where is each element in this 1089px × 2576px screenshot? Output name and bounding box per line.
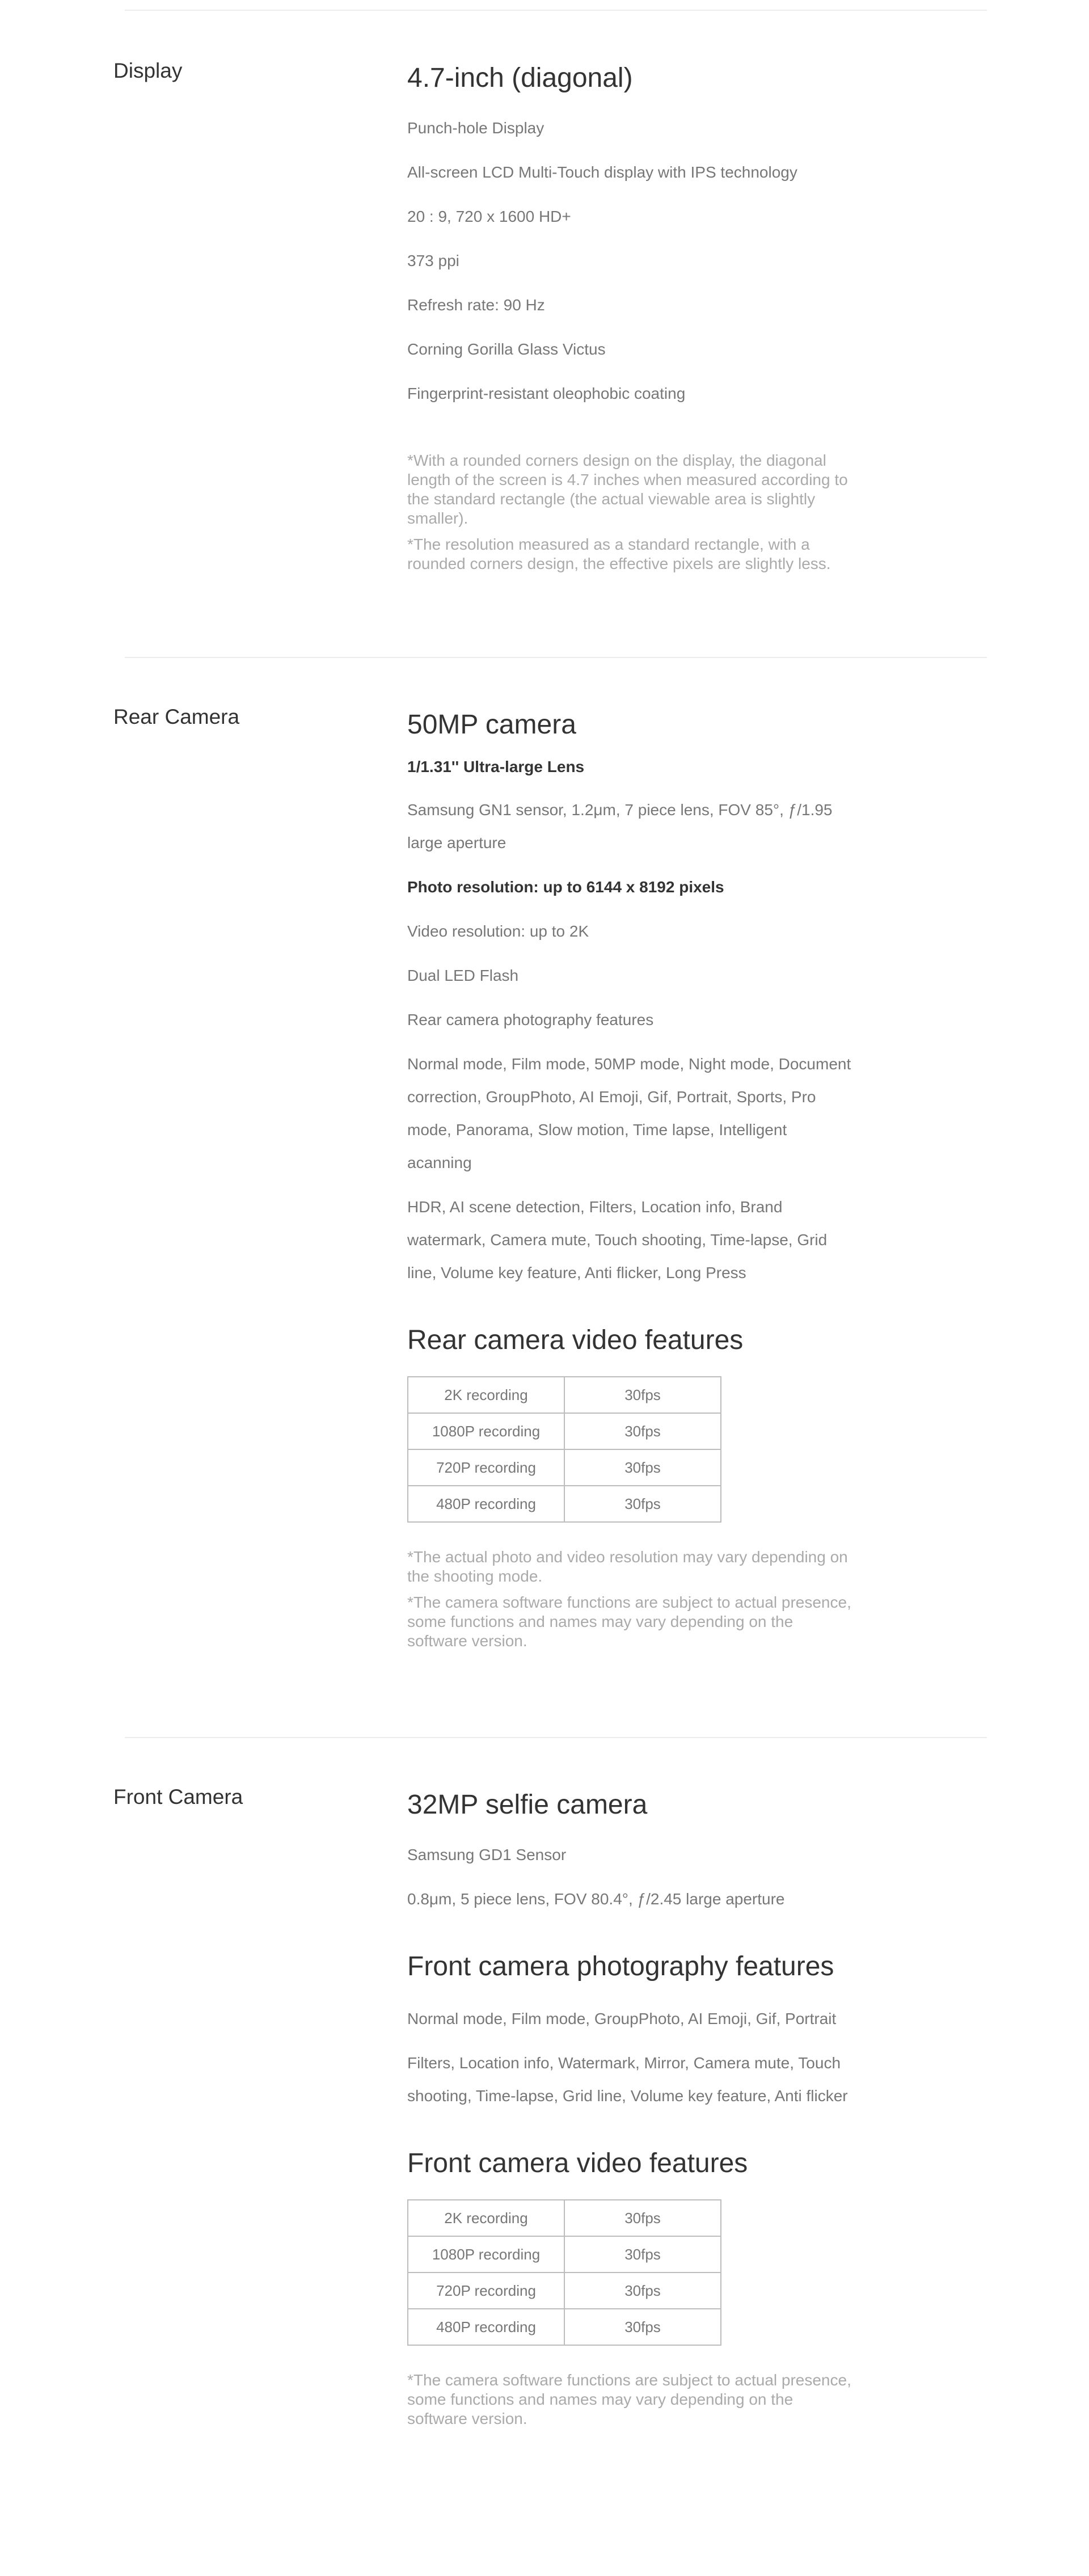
table-row bbox=[408, 2309, 721, 2345]
front-camera-video-title: Front camera video features bbox=[407, 2148, 748, 2178]
video-fps: 30fps bbox=[564, 2273, 721, 2309]
front-camera-video-table bbox=[407, 2199, 721, 2346]
table-row bbox=[408, 1413, 721, 1449]
video-fps: 30fps bbox=[564, 1486, 721, 1522]
display-note: *With a rounded corners design on the display, the diagonal length of the screen is 4.7 inches when measured according to the standard rectangle (the actual viewable area is slightly smaller). bbox=[407, 452, 848, 527]
rear-camera-flash: Dual LED Flash bbox=[407, 967, 519, 984]
display-spec: 20 : 9, 720 x 1600 HD+ bbox=[407, 208, 571, 225]
section-label-front-camera: Front Camera bbox=[113, 1785, 243, 1808]
front-camera-specs bbox=[407, 1788, 855, 2435]
display-spec: Fingerprint-resistant oleophobic coating bbox=[407, 385, 686, 402]
video-format: 1080P recording bbox=[408, 2236, 564, 2273]
rear-camera-video-table bbox=[407, 1376, 721, 1523]
video-format: 2K recording bbox=[408, 1377, 564, 1413]
section-label-rear-camera: Rear Camera bbox=[113, 705, 240, 728]
front-camera-heading: 32MP selfie camera bbox=[407, 1790, 648, 1820]
display-spec: Punch-hole Display bbox=[407, 119, 544, 137]
rear-camera-video-resolution: Video resolution: up to 2K bbox=[407, 922, 589, 940]
front-camera-note: *The camera software functions are subject to actual presence, some functions and names may vary depending on the software version. bbox=[407, 2371, 851, 2427]
rear-camera-note: *The actual photo and video resolution may vary depending on the shooting mode. bbox=[407, 1548, 848, 1585]
display-spec: 373 ppi bbox=[407, 252, 459, 269]
rear-camera-modes: Normal mode, Film mode, 50MP mode, Night mode, Document correction, GroupPhoto, AI Emoji, Gif, Portrait, Sports, Pro mode, Panorama, Slow motion, Time lapse, Intelligent acanning bbox=[407, 1055, 851, 1171]
display-spec: All-screen LCD Multi-Touch display with IPS technology bbox=[407, 163, 797, 181]
front-camera-lens: 0.8μm, 5 piece lens, FOV 80.4°, ƒ/2.45 large aperture bbox=[407, 1890, 785, 1908]
display-specs bbox=[407, 61, 855, 580]
video-fps: 30fps bbox=[564, 1449, 721, 1486]
display-heading: 4.7-inch (diagonal) bbox=[407, 63, 633, 93]
video-fps: 30fps bbox=[564, 2309, 721, 2345]
video-fps: 30fps bbox=[564, 2236, 721, 2273]
section-label-display: Display bbox=[113, 59, 183, 82]
video-fps: 30fps bbox=[564, 1413, 721, 1449]
video-format: 720P recording bbox=[408, 1449, 564, 1486]
table-row bbox=[408, 1449, 721, 1486]
rear-camera-extras: HDR, AI scene detection, Filters, Location info, Brand watermark, Camera mute, Touch shooting, Time-lapse, Grid line, Volume key feature, Anti flicker, Long Press bbox=[407, 1198, 828, 1281]
table-row bbox=[408, 2236, 721, 2273]
front-camera-extras: Filters, Location info, Watermark, Mirror, Camera mute, Touch shooting, Time-lapse, Grid line, Volume key feature, Anti flicker bbox=[407, 2054, 848, 2105]
front-camera-modes: Normal mode, Film mode, GroupPhoto, AI Emoji, Gif, Portrait bbox=[407, 2010, 837, 2027]
video-format: 480P recording bbox=[408, 2309, 564, 2345]
table-row bbox=[408, 1377, 721, 1413]
front-camera-divider bbox=[125, 1737, 987, 1738]
table-row bbox=[408, 2273, 721, 2309]
rear-camera-photo-features-title: Rear camera photography features bbox=[407, 1011, 654, 1028]
front-camera-photo-features-title: Front camera photography features bbox=[407, 1951, 834, 1981]
video-fps: 30fps bbox=[564, 2200, 721, 2236]
display-spec: Refresh rate: 90 Hz bbox=[407, 296, 545, 314]
rear-camera-lens: 1/1.31'' Ultra-large Lens bbox=[407, 758, 585, 775]
video-format: 480P recording bbox=[408, 1486, 564, 1522]
rear-camera-note: *The camera software functions are subject to actual presence, some functions and names may vary depending on the software version. bbox=[407, 1593, 851, 1650]
table-row bbox=[408, 2200, 721, 2236]
video-format: 1080P recording bbox=[408, 1413, 564, 1449]
rear-camera-video-title: Rear camera video features bbox=[407, 1325, 744, 1355]
display-note: *The resolution measured as a standard rectangle, with a rounded corners design, the effective pixels are slightly less. bbox=[407, 536, 831, 572]
rear-camera-specs bbox=[407, 708, 855, 1658]
video-fps: 30fps bbox=[564, 1377, 721, 1413]
video-format: 2K recording bbox=[408, 2200, 564, 2236]
rear-camera-photo-resolution: Photo resolution: up to 6144 x 8192 pixels bbox=[407, 878, 724, 896]
display-spec: Corning Gorilla Glass Victus bbox=[407, 340, 606, 358]
video-format: 720P recording bbox=[408, 2273, 564, 2309]
rear-camera-sensor: Samsung GN1 sensor, 1.2μm, 7 piece lens, FOV 85°, ƒ/1.95 large aperture bbox=[407, 801, 833, 851]
rear-camera-divider bbox=[125, 657, 987, 658]
table-row bbox=[408, 1486, 721, 1522]
front-camera-sensor: Samsung GD1 Sensor bbox=[407, 1846, 567, 1864]
rear-camera-heading: 50MP camera bbox=[407, 710, 576, 740]
top-divider bbox=[125, 10, 987, 11]
